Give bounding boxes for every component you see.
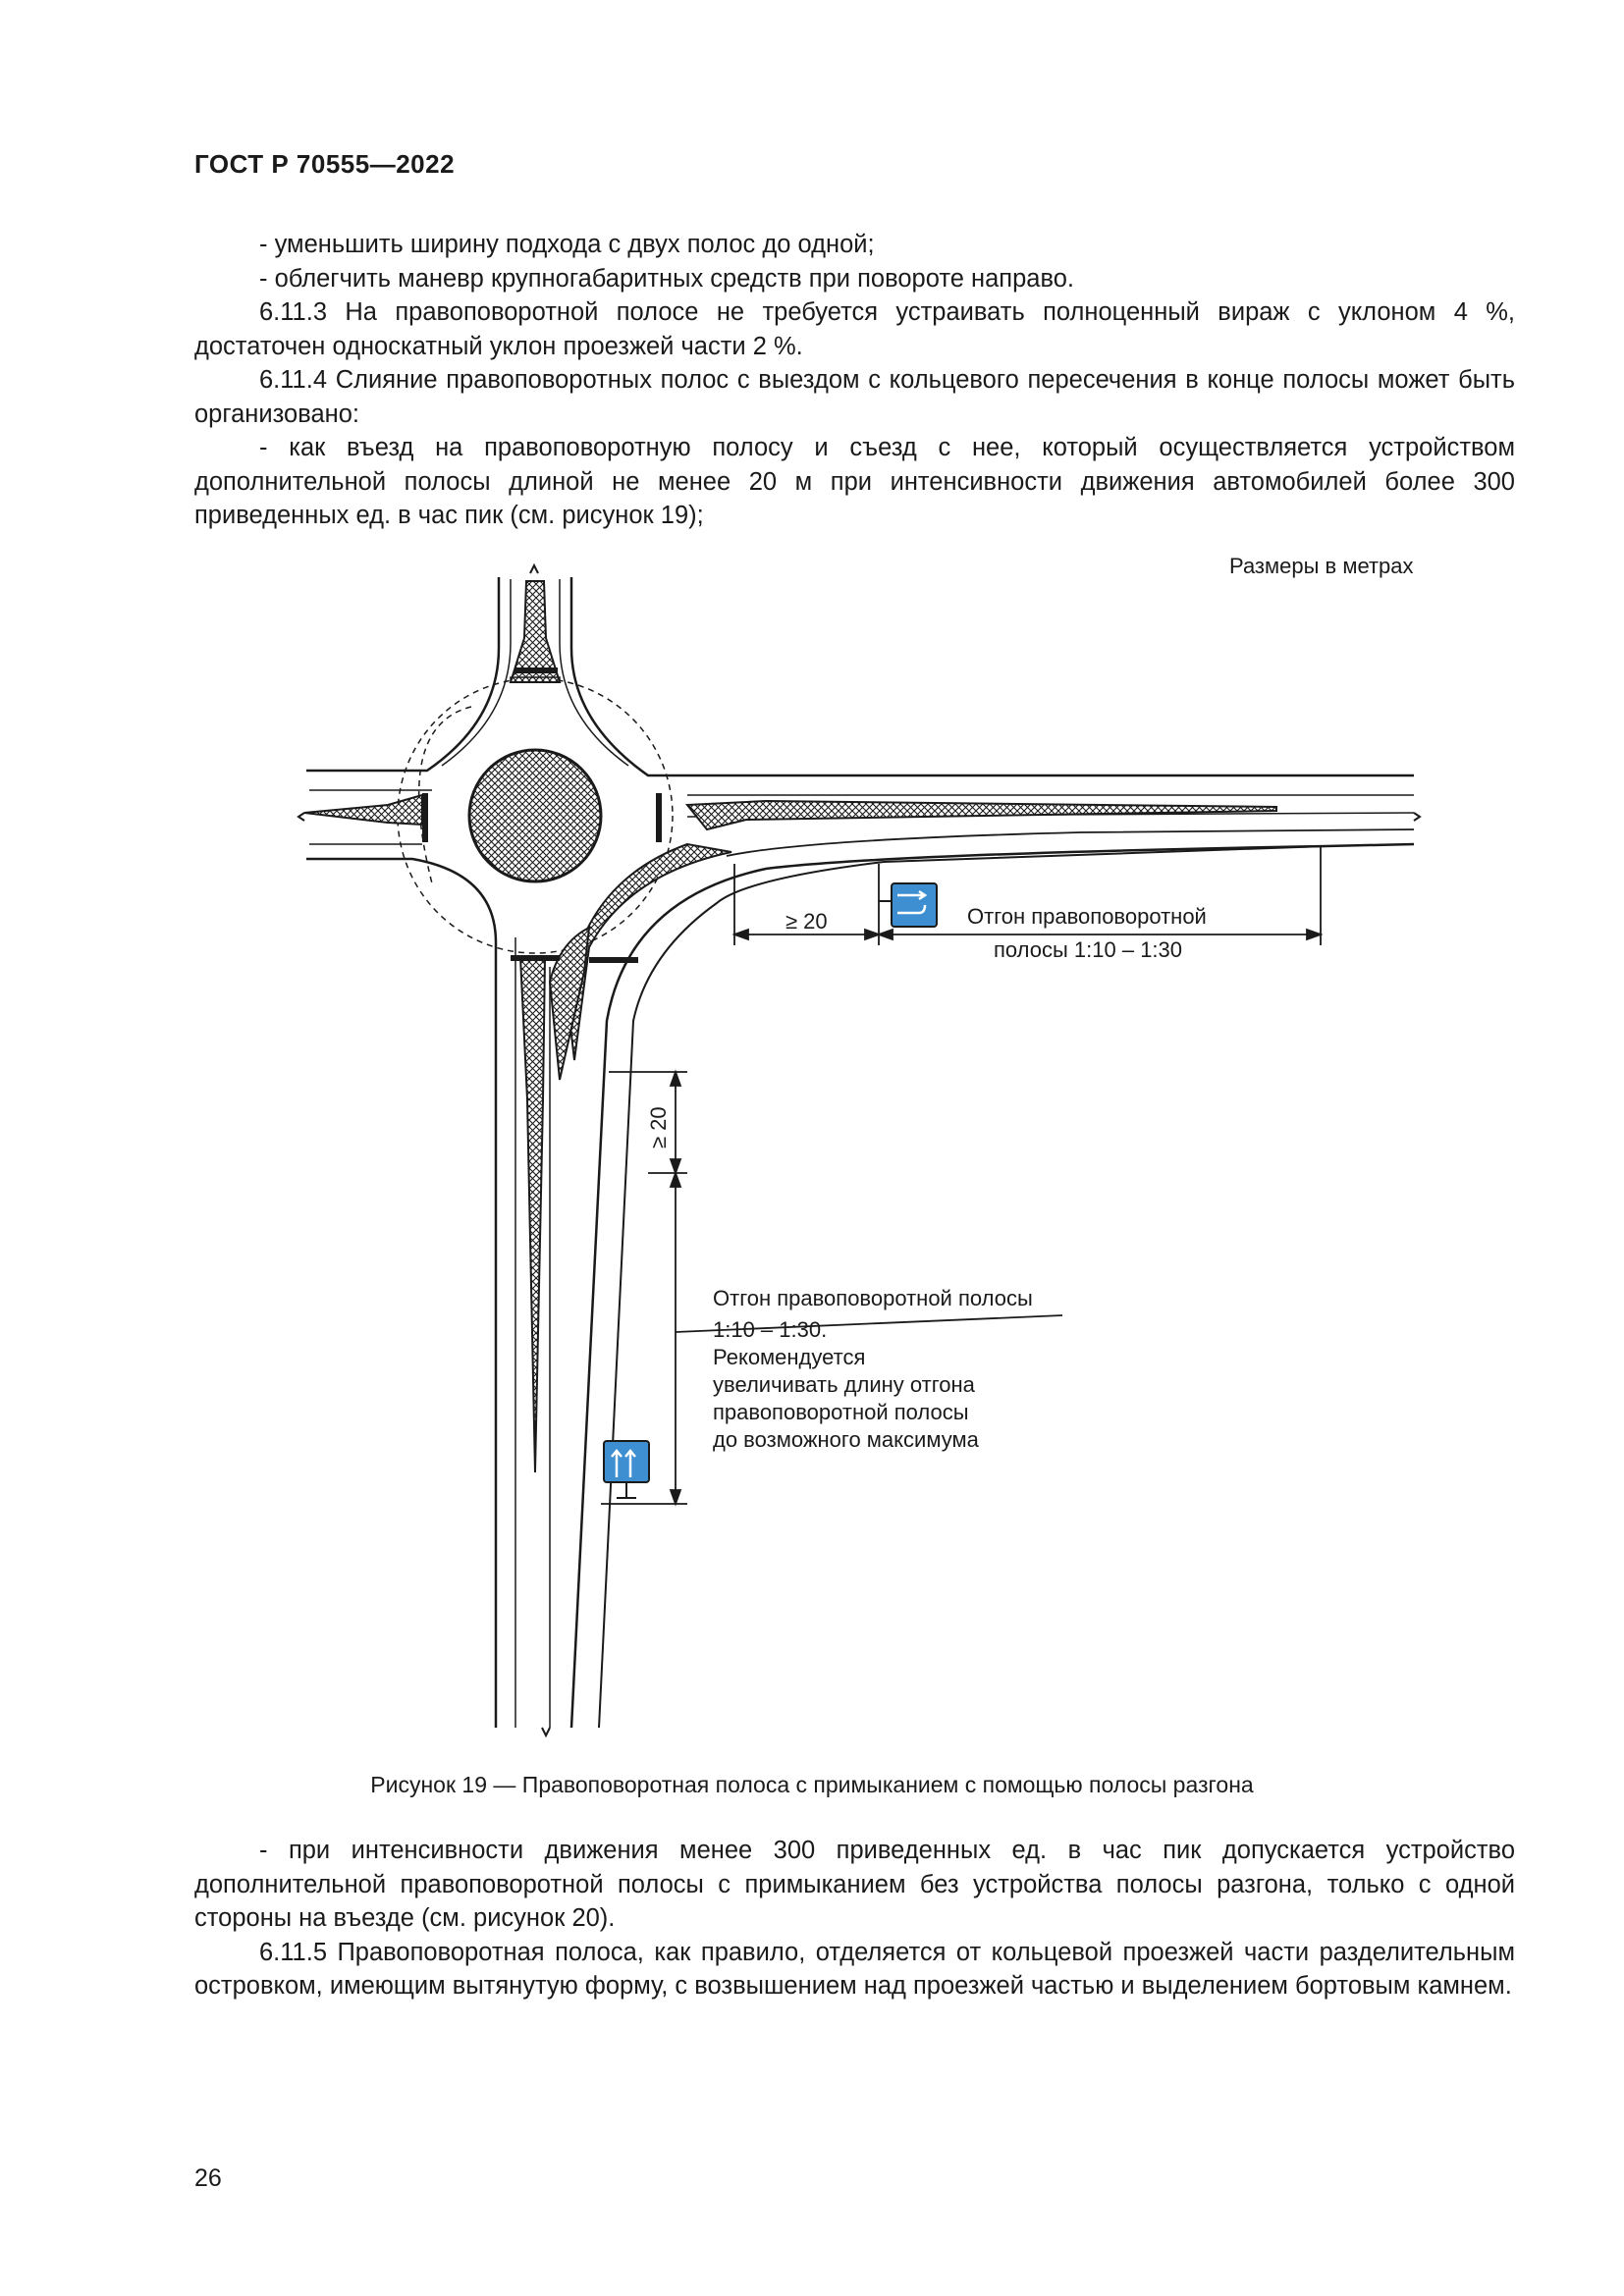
road-edges <box>306 577 1414 1728</box>
paragraph: - облегчить маневр крупногабаритных средств при повороте направо. <box>259 264 1074 293</box>
label-taper-left: правоповоротной полосы <box>713 1400 969 1424</box>
lane-lines <box>309 579 1414 1728</box>
label-taper-left: Рекомендуется <box>713 1345 866 1369</box>
document-code: ГОСТ Р 70555—2022 <box>194 149 456 179</box>
label-taper-left: Отгон правоповоротной полосы <box>713 1286 1033 1310</box>
page-number: 26 <box>194 2164 222 2192</box>
right-turn-island <box>550 928 589 1080</box>
paragraph: - уменьшить ширину подхода с двух полос до одной; <box>259 231 875 258</box>
figure-caption: Рисунок 19 — Правоповоротная полоса с примыканием с помощью полосы разгона <box>370 1772 1254 1797</box>
paragraph: 6.11.3 На правоповоротной полосе не требуется устраивать полноценный вираж с уклоном 4 %, достаточен односкатный уклон проезжей части 2 %. <box>194 298 1515 360</box>
dim-vertical: ≥ 20 <box>646 1106 671 1148</box>
paragraph: - при интенсивности движения менее 300 приведенных ед. в час пик допускается устройство дополнительной правоповоротной полосы с примыканием без устройства полосы разгона, только с одной стороны на въезде (см. рисунок 20). <box>194 1837 1515 1932</box>
bottom-text <box>194 1834 1515 2003</box>
paragraph: - как въезд на правоповоротную полосу и съезд с нее, который осуществляется устройством дополнительной полосы длиной не менее 20 м при интенсивности движения автомобилей более 300 приведенных ед. в час пик (см. рисунок 19); <box>194 434 1515 529</box>
sign-right <box>879 883 937 927</box>
dim-horizontal: ≥ 20 <box>785 909 828 934</box>
label-taper-top: полосы 1:10 – 1:30 <box>994 937 1183 962</box>
right-turn-island <box>568 844 731 1060</box>
break-marks <box>298 565 1420 1735</box>
paragraph: 6.11.5 Правоповоротная полоса, как правило, отделяется от кольцевой проезжей части разделительным островком, имеющим вытянутую форму, с возвышением над проезжей частью и выделением бортовым камнем. <box>194 1938 1515 2000</box>
label-taper-left: увеличивать длину отгона <box>713 1372 975 1397</box>
label-taper-left: 1:10 – 1:30. <box>713 1317 828 1342</box>
label-taper-left: до возможного максимума <box>713 1427 979 1452</box>
central-island <box>469 750 601 881</box>
units-note: Размеры в метрах <box>1229 554 1414 578</box>
label-taper-top: Отгон правоповоротной <box>967 904 1207 929</box>
paragraph: 6.11.4 Слияние правоповоротных полос с выездом с кольцевого пересечения в конце полосы может быть организовано: <box>194 366 1515 428</box>
